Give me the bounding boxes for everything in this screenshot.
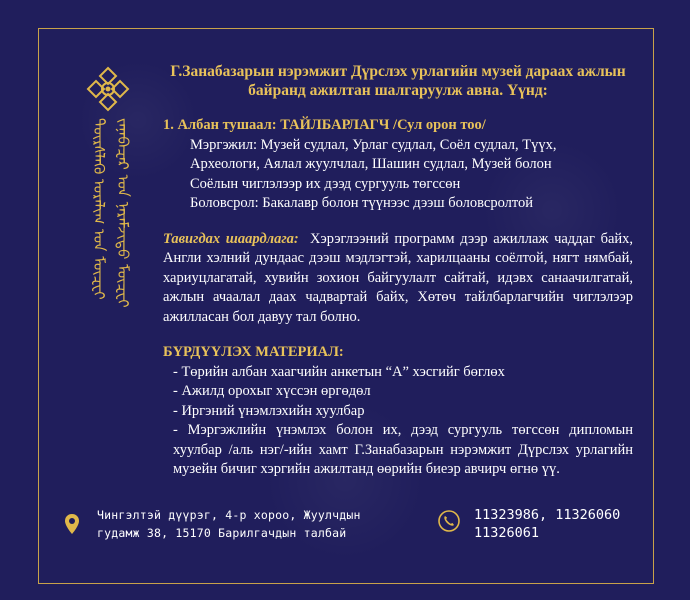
materials-section [163,343,633,480]
address-line: Чингэлтэй дүүрэг, 4-р хороо, Жуулчдын [97,508,361,522]
position-line: Соёлын чиглэлээр их дээд сургууль төгссөн [190,175,461,192]
requirements-label: Тавигдах шаардлага: [163,230,299,247]
phone-numbers [474,506,644,542]
address [97,506,397,542]
vertical-script-left-decoration: ᠳᠦᠷᠰᠯᠡᠬᠦ ᠤᠷᠠᠯᠢᠭ ᠤᠨ ᠮᠦᠽᠧᠢ [90,118,108,300]
phone-line[interactable]: 11326061 [474,525,540,541]
materials-item: - Ажилд орохыг хүссэн өргөдөл [173,383,371,399]
materials-item: - Мэргэжлийн үнэмлэх болон их, дээд сургууль төгссөн дипломын хуулбар /аль нэг/-ийн хамт Г.Занабазарын нэрэмжит Дүрслэх урлагийн музейн бичиг хэргийн ажилтанд өөрийн биеэр авчирч өгнө үү. [173,422,633,477]
materials-item: - Иргэний үнэмлэхийн хуулбар [173,402,365,419]
announcement-title: Г.Занабазарын нэрэмжит Дүрслэх урлагийн музей дараах ажлын байранд ажилтан шалгаруулж авна. Үүнд: [170,63,626,99]
vertical-script-right-decoration: ᠵᠠᠨᠠᠪᠠᠽᠠᠷ ᠤᠨ ᠨᠡᠷᠡᠮᠵᠢᠲᠦ ᠮᠦᠽᠧᠢ [114,118,132,308]
position-line: Археологи, Аялал жуулчлал, Шашин судлал, Музей болон [190,156,552,172]
requirements-section [163,230,633,328]
position-line: Боловсрол: Бакалавр болон түүнээс дээш боловсролтой [190,195,534,211]
phone-line[interactable]: 11323986, 11326060 [474,507,621,523]
announcement-content [163,62,633,480]
phone-icon [438,510,460,532]
requirements-text: Хэрэглээний программ дээр ажиллаж чаддаг байх, Англи хэлний дундаас дээш мэдлэгтэй, харилцааны соёлтой, нягт нямбай, хариуцлагатай, хувийн зохион байгуулалт сайтай, идэвх санаачилгатай, ажлын ачаалал даах чадвартай байх, Хөтөч тайлбарлагчийн чиглэлээр ажилласан бол давуу тал болно. [163,230,634,325]
address-line: гудамж 38, 15170 Барилгачдын талбай [97,526,347,540]
location-pin-icon [64,513,80,535]
position-line: Мэргэжил: Музей судлал, Урлаг судлал, Соёл судлал, Түүх, [190,136,557,153]
materials-item: - Төрийн албан хаагчийн анкетын “А” хэсгийг бөглөх [173,363,505,380]
knot-ornament-icon [86,66,130,112]
position-section [163,116,633,214]
materials-heading: БҮРДҮҮЛЭХ МАТЕРИАЛ: [163,344,344,360]
position-heading: 1. Албан тушаал: ТАЙЛБАРЛАГЧ /Сул орон тоо/ [163,117,486,133]
